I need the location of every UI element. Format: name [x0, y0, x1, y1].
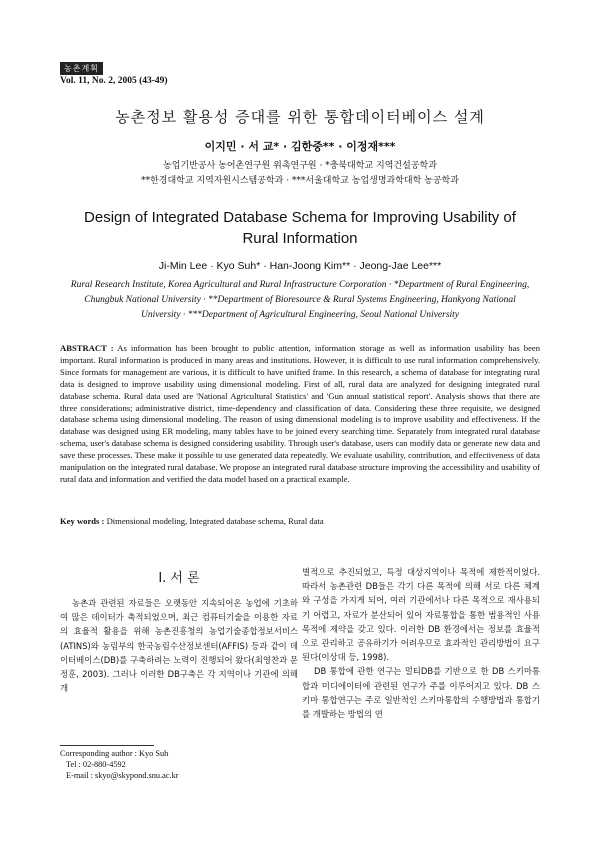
affiliation-english: Rural Research Institute, Korea Agricultural and Rural Infrastructure Corporation · *Department of Rural Engineering, Chungbuk National University · **Department of Bioresource & Rural Systems Engineering, Hankyong National University · ***Department of Agricultural Engineering, Seoul National University: [70, 280, 530, 320]
section-title-introduction: Ⅰ. 서 론: [158, 571, 200, 586]
journal-tag: 농촌계획: [60, 62, 103, 75]
footnote-email: E-mail : skyo@skypond.snu.ac.kr: [66, 771, 179, 780]
title-english: Design of Integrated Database Schema for Improving Usability of Rural Information: [84, 209, 516, 247]
authors-korean: 이지민 · 서 교* · 김한중** · 이정재***: [204, 140, 396, 153]
abstract-text: As information has been brought to public attention, information storage as well as information usability has been important. Rural information is produced in many areas and institutions. However, it is difficult to use rural information comprehensively. Since formats for management are various, it is difficult to have unified frame. In this research, a schema of database for integrating rural data is designed to improve usability using dimensional modeling. First of all, rural data are analyzed for designing integrated rural database schema. Rural data used are 'National Agricultural Statistics' and 'Gun annual statistical report'. Analysis shows that there are three considerations; administrative district, time-dependency and classification of data. Considering these three requisite, we designed database schema using dimensional modeling. The reason of using dimensional modeling is to improve usability and effectiveness. If the database was designed using ER modeling, many tables have to be joined every searching time. Separately from integrated rural database schema, user's database schema is designed considering usability. Through user's database, users can modify data or generate new data and save these processes. These make it possible to use generated data repeatedly. We evaluate usability, contribution, and effectiveness of data manipulation on the integrated rural database. We propose an integrated rural database structure improving the accessibility and usability of rural data and information and verified the data model based on a practical example.: [60, 343, 541, 484]
footnote-author: Corresponding author : Kyo Suh: [60, 749, 169, 758]
keywords: [60, 516, 540, 526]
title-korean: 농촌정보 활용성 증대를 위한 통합데이터베이스 설계: [115, 108, 485, 126]
affiliation-korean-2: **한경대학교 지역자원시스템공학과 · ***서울대학교 농업생명과학대학 농공학과: [141, 176, 459, 186]
footnote-divider: [60, 745, 154, 746]
affiliation-korean-1: 농업기반공사 농어촌연구원 위촉연구원 · *충북대학교 지역건설공학과: [163, 161, 437, 171]
abstract-label: ABSTRACT :: [60, 343, 114, 353]
authors-english: Ji-Min Lee · Kyo Suh* · Han-Joong Kim** · Jeong-Jae Lee***: [158, 260, 442, 272]
keywords-label: Key words :: [60, 516, 105, 526]
volume-info: Vol. 11, No. 2, 2005 (43-49): [60, 76, 168, 86]
footnote: [60, 748, 179, 781]
body-paragraph: 별적으로 추진되었고, 특정 대상지역이나 목적에 제한적이었다. 따라서 농촌관련 DB들은 각기 다른 목적에 의해 서로 다른 체계와 구성을 가지게 되어, 여러 기관에서나 다른 목적으로 재사용되기 어렵고, 자료가 분산되어 있어 자료통합을 통한 범용적인 사용목적에 제약을 갖고 있다. 이러한 DB 환경에서는 정보를 효율적으로 관리하고 공유하기가 어려우므로 효과적인 관리방법이 요구된다(이상대 등, 1998).: [302, 567, 540, 663]
abstract: [60, 343, 540, 486]
body-paragraph: DB 통합에 관한 연구는 멀티DB를 기반으로 한 DB 스키마통합과 미디에이터에 관련된 연구가 주를 이루어지고 있다. DB 스키마 통합연구는 주로 일반적인 스키마통합의 수행방법과 통합기를 개발하는 방법의 연: [302, 666, 540, 720]
body-column-left: [60, 596, 298, 695]
keywords-text: Dimensional modeling, Integrated database schema, Rural data: [106, 516, 324, 526]
body-column-right: [302, 565, 540, 721]
body-paragraph: 농촌과 관련된 자료들은 오랫동안 지속되어온 농업에 기초하여 많은 데이터가 축적되었으며, 최근 컴퓨터기술을 이용한 자료의 효율적 활용을 위해 농촌진흥청의 농업기술종합정보서비스(ATINS)와 농림부의 한국농림수산정보센터(AFFIS) 등과 같이 데이터베이스(DB)를 구축하려는 노력이 진행되어 왔다(최영찬과 문정훈, 2003). 그러나 이러한 DB구축은 각 지역이나 기관에 의해 개: [60, 598, 298, 694]
footnote-tel: Tel : 02-880-4592: [66, 760, 126, 769]
